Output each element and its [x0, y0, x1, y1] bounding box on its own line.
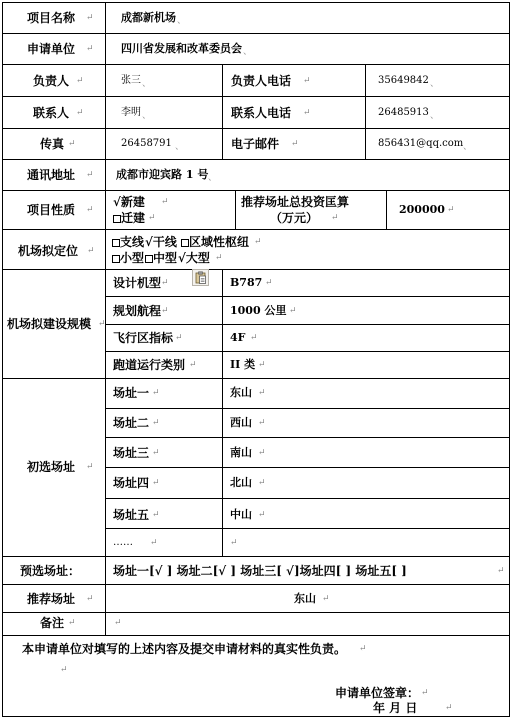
paragraph-mark: ↵ — [331, 213, 339, 223]
paragraph-mark: ↵ — [68, 618, 76, 628]
paragraph-mark: ↵ — [289, 306, 297, 316]
rule — [2, 556, 510, 557]
applicant-value: 四川省发展和改革委员会 — [121, 42, 242, 55]
sign-label: 申请单位签章： — [335, 686, 420, 700]
rule — [105, 296, 510, 297]
rule — [509, 2, 510, 717]
paragraph-mark: ↵ — [152, 388, 160, 398]
site-value: 西山 — [230, 416, 252, 429]
scale-row-value: 1000 公里 — [230, 304, 287, 317]
site-label: 场址一 — [113, 386, 150, 400]
rule — [2, 96, 510, 97]
paragraph-mark: ↵ — [148, 213, 156, 223]
rule — [105, 408, 510, 409]
comma-mark: 、 — [175, 142, 185, 152]
paragraph-mark: ↵ — [114, 618, 122, 628]
paragraph-mark: ↵ — [152, 478, 160, 488]
scale-row-label: 设计机型 — [113, 276, 162, 290]
scale-row-label: 跑道运行类别 — [113, 358, 186, 372]
positioning-branch: 支线 — [120, 235, 145, 249]
paragraph-mark: ↵ — [161, 197, 169, 207]
person-phone-value: 35649842 — [378, 75, 429, 86]
paragraph-mark: ↵ — [86, 462, 94, 472]
paragraph-mark: ↵ — [152, 418, 160, 428]
comma-mark: 、 — [142, 111, 152, 121]
paragraph-mark: ↵ — [86, 170, 94, 180]
comma-mark: 、 — [142, 79, 152, 89]
applicant-label: 申请单位 — [27, 42, 76, 56]
site-label: 场址二 — [113, 416, 150, 430]
rule — [222, 269, 223, 557]
date-line: 年 月 日 — [373, 701, 418, 715]
person-label: 负责人 — [33, 74, 70, 88]
rule — [2, 2, 510, 3]
scale-row-label: 规划航程 — [113, 304, 162, 318]
statement-text: 本申请单位对填写的上述内容及提交申请材料的真实性负责。 — [22, 642, 347, 656]
rule — [2, 190, 510, 191]
scale-row-value: II 类 — [230, 358, 256, 371]
rule — [105, 437, 510, 438]
paragraph-mark: ↵ — [258, 388, 266, 398]
paragraph-mark: ↵ — [86, 594, 94, 604]
preselect-label: 预选场址： — [20, 564, 81, 578]
paragraph-mark: ↵ — [258, 510, 266, 520]
rule — [2, 33, 510, 34]
rule — [2, 2, 3, 717]
paste-options-button[interactable] — [192, 269, 209, 286]
rule — [2, 716, 510, 717]
site-value: 东山 — [230, 386, 252, 399]
contact-phone-value: 26485913 — [378, 107, 429, 118]
paragraph-mark: ↵ — [189, 360, 197, 370]
comma-mark: 、 — [430, 111, 440, 121]
positioning-small: 小型 — [120, 251, 145, 265]
paragraph-mark: ↵ — [230, 538, 238, 548]
paragraph-mark: ↵ — [265, 278, 273, 288]
nature-label: 项目性质 — [27, 203, 76, 217]
paragraph-mark: ↵ — [291, 139, 299, 149]
investment-value: 200000 — [399, 203, 445, 216]
contact-phone-label: 联系人电话 — [231, 106, 292, 120]
comma-mark: 、 — [463, 142, 473, 152]
project-name-value: 成都新机场 — [121, 11, 176, 24]
comma-mark: 、 — [177, 16, 187, 26]
investment-label-line2: （万元） — [270, 211, 319, 225]
rule — [2, 159, 510, 160]
positioning-trunk: √干线 — [145, 235, 177, 249]
rule — [105, 351, 510, 352]
paragraph-mark: ↵ — [152, 510, 160, 520]
nature-move-option: 迁建 — [121, 211, 146, 225]
address-value: 成都市迎宾路 1 号 — [116, 168, 209, 181]
rule — [365, 64, 366, 160]
paragraph-mark: ↵ — [258, 448, 266, 458]
rule — [2, 64, 510, 65]
paragraph-mark: ↵ — [258, 418, 266, 428]
positioning-hub: 区域性枢纽 — [189, 235, 250, 249]
site-value: 北山 — [230, 476, 252, 489]
rule — [2, 584, 510, 585]
paragraph-mark: ↵ — [86, 205, 94, 215]
paragraph-mark: ↵ — [152, 448, 160, 458]
site-label: 场址四 — [113, 476, 150, 490]
rule — [105, 324, 510, 325]
comma-mark: 、 — [243, 47, 253, 57]
site-value: 南山 — [230, 446, 252, 459]
rule — [222, 64, 223, 160]
scale-row-label: 飞行区指标 — [113, 331, 174, 345]
checkbox-icon — [112, 239, 120, 247]
paragraph-mark: ↵ — [497, 566, 505, 576]
rule — [2, 269, 510, 270]
recommended-value: 东山 — [294, 592, 316, 605]
nature-new-option: √新建 — [113, 195, 145, 209]
scale-row-value: B787 — [230, 276, 263, 289]
paragraph-mark: ↵ — [258, 360, 266, 370]
paragraph-mark: ↵ — [68, 139, 76, 149]
paragraph-mark: ↵ — [76, 108, 84, 118]
paragraph-mark: ↵ — [421, 688, 429, 698]
contact-value: 李明 — [121, 107, 141, 118]
contact-label: 联系人 — [33, 106, 70, 120]
paragraph-mark: ↵ — [87, 246, 95, 256]
paragraph-mark: ↵ — [86, 13, 94, 23]
paragraph-mark: ↵ — [161, 306, 169, 316]
paragraph-mark: ↵ — [445, 703, 453, 713]
comma-mark: 、 — [430, 79, 440, 89]
preselect-value: 场址一[√ ] 场址二[√ ] 场址三[ √]场址四[ ] 场址五[ ] — [113, 564, 407, 578]
rule — [105, 498, 510, 499]
initial-sites-label: 初选场址 — [27, 460, 76, 474]
email-value: 856431@qq.com — [378, 138, 464, 149]
rule — [386, 190, 387, 230]
paragraph-mark: ↵ — [175, 333, 183, 343]
paragraph-mark: ↵ — [60, 665, 68, 675]
positioning-label: 机场拟定位 — [18, 244, 79, 258]
fax-label: 传真 — [40, 137, 65, 151]
positioning-medium: 中型 — [153, 251, 178, 265]
person-phone-label: 负责人电话 — [231, 74, 292, 88]
site-value: 中山 — [230, 508, 252, 521]
paragraph-mark: ↵ — [303, 76, 311, 86]
remark-label: 备注 — [40, 616, 65, 630]
clipboard-icon — [193, 270, 208, 285]
checkbox-icon — [113, 215, 121, 223]
paragraph-mark: ↵ — [359, 644, 367, 654]
positioning-large: √大型 — [178, 251, 210, 265]
rule — [2, 612, 510, 613]
paragraph-mark: ↵ — [76, 76, 84, 86]
site-label: 场址五 — [113, 508, 150, 522]
project-name-label: 项目名称 — [27, 11, 76, 25]
scale-label: 机场拟建设规模 — [7, 317, 92, 331]
email-label: 电子邮件 — [231, 137, 280, 151]
checkbox-icon — [181, 239, 189, 247]
rule — [105, 467, 510, 468]
paragraph-mark: ↵ — [86, 44, 94, 54]
more-sites: …… — [113, 537, 133, 548]
paragraph-mark: ↵ — [447, 205, 455, 215]
rule — [235, 190, 236, 230]
paragraph-mark: ↵ — [215, 253, 223, 263]
comma-mark: 、 — [208, 173, 218, 183]
paragraph-mark: ↵ — [303, 108, 311, 118]
checkbox-icon — [112, 255, 120, 263]
investment-label-line1: 推荐场址总投资匡算 — [241, 195, 350, 209]
site-label: 场址三 — [113, 446, 150, 460]
person-value: 张三 — [121, 75, 141, 86]
paragraph-mark: ↵ — [161, 278, 169, 288]
paragraph-mark: ↵ — [254, 237, 262, 247]
paragraph-mark: ↵ — [98, 319, 106, 329]
paragraph-mark: ↵ — [258, 478, 266, 488]
checkbox-icon — [145, 255, 153, 263]
paragraph-mark: ↵ — [250, 333, 258, 343]
rule — [2, 229, 510, 230]
paragraph-mark: ↵ — [150, 538, 158, 548]
fax-value: 26458791 — [121, 138, 172, 149]
scale-row-value: 4F — [230, 331, 246, 344]
rule — [2, 378, 510, 379]
address-label: 通讯地址 — [27, 168, 76, 182]
rule — [2, 635, 510, 636]
rule — [105, 528, 510, 529]
rule — [2, 128, 510, 129]
paragraph-mark: ↵ — [322, 594, 330, 604]
recommended-label: 推荐场址 — [27, 592, 76, 606]
